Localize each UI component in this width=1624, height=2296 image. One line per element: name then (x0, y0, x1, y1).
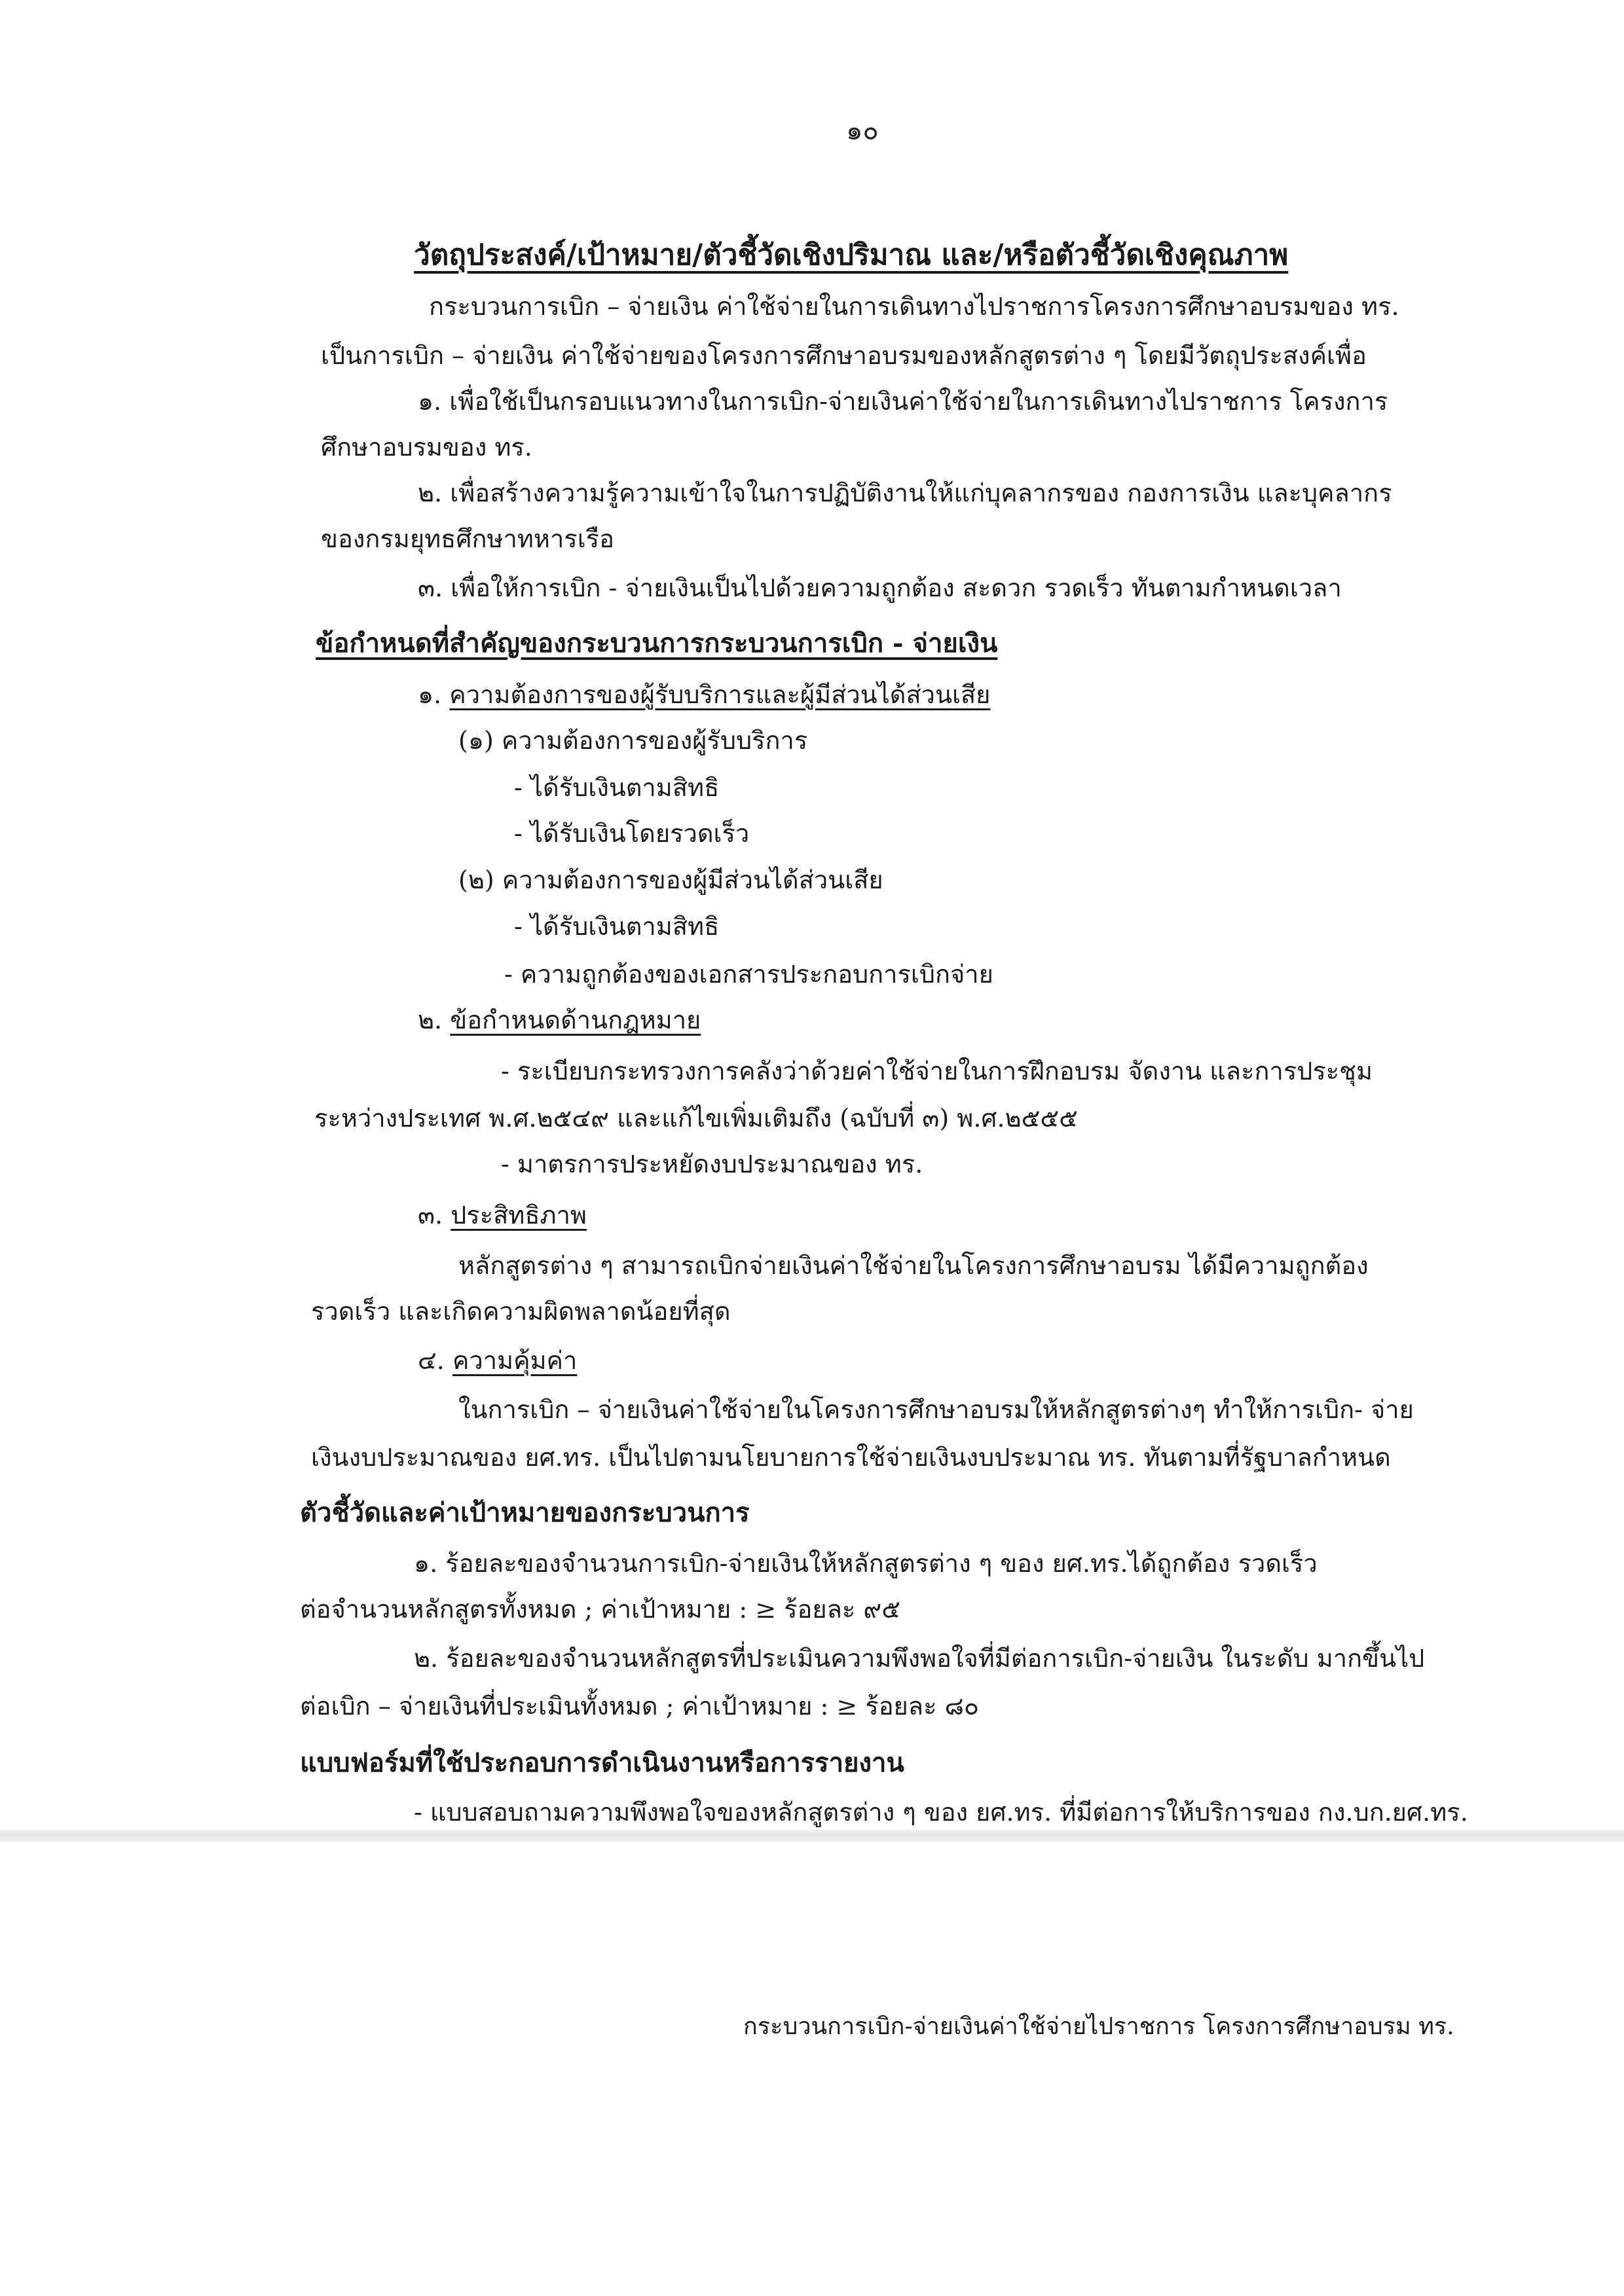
requirement-2-item-1-line-1: - ระเบียบกระทรวงการคลังว่าด้วยค่าใช้จ่ายในการฝึกอบรม จัดงาน และการประชุม (501, 1057, 1373, 1085)
objective-2-line-2: ของกรมยุทธศึกษาทหารเรือ (321, 524, 614, 553)
requirement-1a: (๑) ความต้องการของผู้รับบริการ (458, 726, 808, 755)
objective-1-line-2: ศึกษาอบรมของ ทร. (321, 433, 532, 462)
requirement-2-title: ข้อกำหนดด้านกฎหมาย (450, 1006, 701, 1034)
page-footer: กระบวนการเบิก-จ่ายเงินค่าใช้จ่ายไปราชการ โครงการศึกษาอบรม ทร. (743, 2013, 1454, 2040)
requirement-3-line-2: รวดเร็ว และเกิดความผิดพลาดน้อยที่สุด (311, 1297, 731, 1326)
objective-2-line-1: ๒. เพื่อสร้างความรู้ความเข้าใจในการปฏิบัติงานให้แก่บุคลากรของ กองการเงิน และบุคลากร (418, 479, 1392, 507)
intro-line-1: กระบวนการเบิก – จ่ายเงิน ค่าใช้จ่ายในการเดินทางไปราชการโครงการศึกษาอบรมของ ทร. (429, 292, 1399, 321)
requirement-2-item-1-line-2: ระหว่างประเทศ พ.ศ.๒๕๔๙ และแก้ไขเพิ่มเติมถึง (ฉบับที่ ๓) พ.ศ.๒๕๕๕ (314, 1104, 1078, 1133)
requirement-1 (418, 676, 990, 713)
section-title: วัตถุประสงค์/เป้าหมาย/ตัวชี้วัดเชิงปริมาณ และ/หรือตัวชี้วัดเชิงคุณภาพ (414, 238, 1289, 272)
indicator-2-line-2: ต่อเบิก – จ่ายเงินที่ประเมินทั้งหมด ; ค่าเป้าหมาย : ≥ ร้อยละ ๘๐ (300, 1692, 980, 1721)
form-item-1: - แบบสอบถามความพึงพอใจของหลักสูตรต่าง ๆ ของ ยศ.ทร. ที่มีต่อการให้บริการของ กง.บก.ยศ.ทร. (414, 1798, 1468, 1827)
requirement-4-number: ๔. (418, 1346, 445, 1375)
requirement-2-number: ๒. (418, 1006, 443, 1034)
page-number: ๑๐ (846, 116, 879, 146)
requirement-4-line-1: ในการเบิก – จ่ายเงินค่าใช้จ่ายในโครงการศึกษาอบรมให้หลักสูตรต่างๆ ทำให้การเบิก- จ่าย (458, 1395, 1414, 1424)
requirement-1-title: ความต้องการของผู้รับบริการและผู้มีส่วนได้ส่วนเสีย (449, 680, 991, 709)
indicator-2-line-1: ๒. ร้อยละของจำนวนหลักสูตรที่ประเมินความพึงพอใจที่มีต่อการเบิก-จ่ายเงิน ในระดับ มากขึ้นไป (414, 1644, 1425, 1673)
requirement-1b-item-2: - ความถูกต้องของเอกสารประกอบการเบิกจ่าย (504, 960, 993, 989)
requirement-1b: (๒) ความต้องการของผู้มีส่วนได้ส่วนเสีย (458, 866, 883, 894)
intro-line-2: เป็นการเบิก – จ่ายเงิน ค่าใช้จ่ายของโครงการศึกษาอบรมของหลักสูตรต่าง ๆ โดยมีวัตถุประสงค์เพื่อ (321, 341, 1367, 370)
forms-heading: แบบฟอร์มที่ใช้ประกอบการดำเนินงานหรือการรายงาน (300, 1747, 904, 1778)
objective-1-line-1: ๑. เพื่อใช้เป็นกรอบแนวทางในการเบิก-จ่ายเงินค่าใช้จ่ายในการเดินทางไปราชการ โครงการ (418, 387, 1388, 416)
indicators-heading: ตัวชี้วัดและค่าเป้าหมายของกระบวนการ (300, 1497, 750, 1528)
requirement-3 (418, 1197, 587, 1233)
indicator-1-line-1: ๑. ร้อยละของจำนวนการเบิก-จ่ายเงินให้หลักสูตรต่าง ๆ ของ ยศ.ทร.ได้ถูกต้อง รวดเร็ว (414, 1549, 1318, 1578)
objective-3-line-1: ๓. เพื่อให้การเบิก - จ่ายเงินเป็นไปด้วยความถูกต้อง สะดวก รวดเร็ว ทันตามกำหนดเวลา (418, 574, 1342, 602)
requirement-2 (418, 1002, 701, 1038)
requirement-4-line-2: เงินงบประมาณของ ยศ.ทร. เป็นไปตามนโยบายการใช้จ่ายเงินงบประมาณ ทร. ทันตามที่รัฐบาลกำหนด (311, 1443, 1391, 1472)
requirement-1a-item-2: - ได้รับเงินโดยรวดเร็ว (514, 819, 750, 848)
scan-artifact-band (0, 1830, 1624, 1842)
requirement-1a-item-1: - ได้รับเงินตามสิทธิ (514, 773, 720, 802)
requirement-3-title: ประสิทธิภาพ (451, 1201, 587, 1230)
requirement-1-number: ๑. (418, 680, 442, 709)
indicator-1-line-2: ต่อจำนวนหลักสูตรทั้งหมด ; ค่าเป้าหมาย : ≥ ร้อยละ ๙๕ (300, 1595, 901, 1624)
requirement-2-item-2: - มาตรการประหยัดงบประมาณของ ทร. (501, 1150, 923, 1178)
requirement-3-line-1: หลักสูตรต่าง ๆ สามารถเบิกจ่ายเงินค่าใช้จ่ายในโครงการศึกษาอบรม ได้มีความถูกต้อง (458, 1251, 1369, 1280)
requirement-4-title: ความคุ้มค่า (452, 1346, 578, 1375)
requirement-1b-item-1: - ได้รับเงินตามสิทธิ (514, 912, 720, 941)
requirement-3-number: ๓. (418, 1201, 443, 1230)
requirements-heading: ข้อกำหนดที่สำคัญของกระบวนการกระบวนการเบิก - จ่ายเงิน (316, 628, 998, 659)
requirement-4 (418, 1342, 577, 1379)
